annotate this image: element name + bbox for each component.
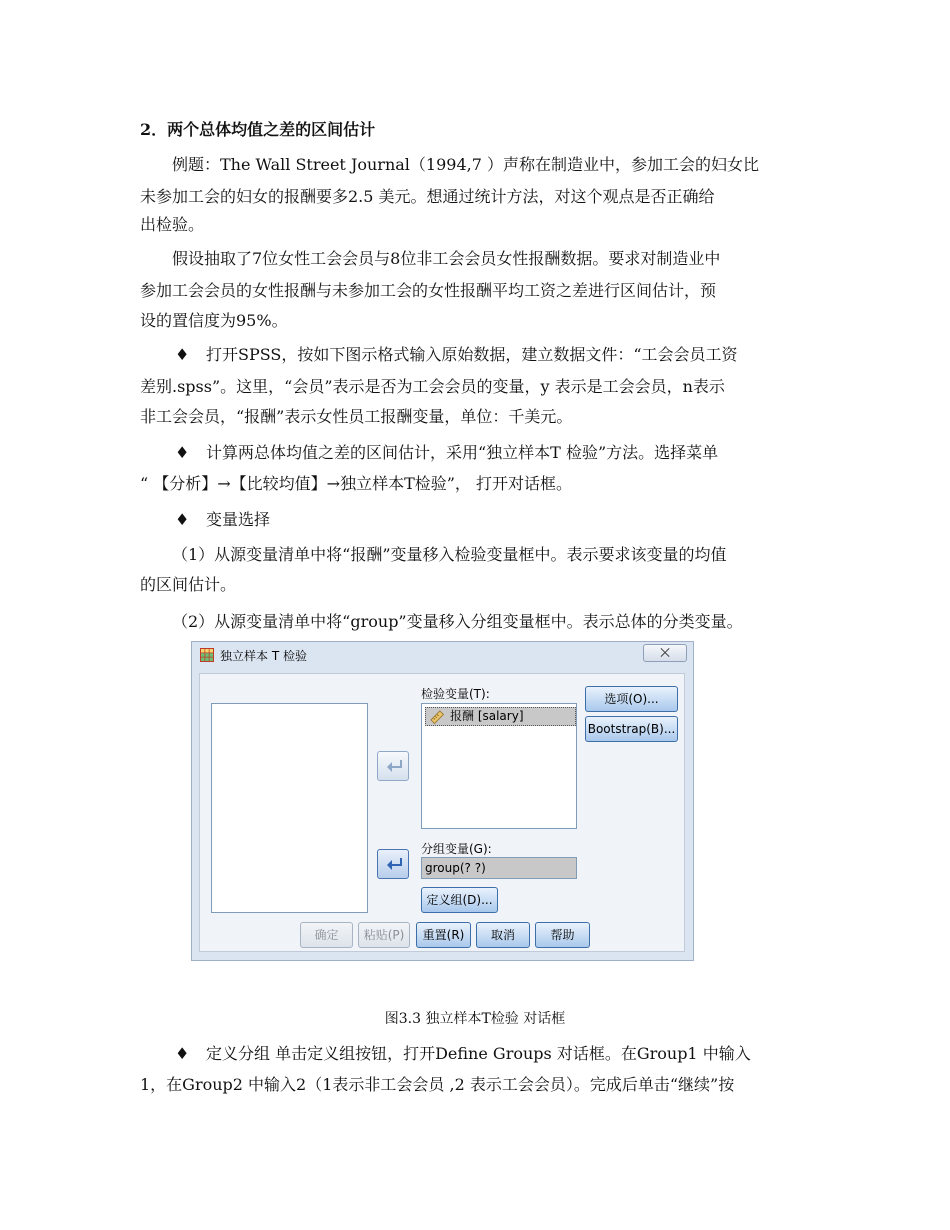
- move-to-group-button[interactable]: [377, 849, 409, 879]
- paragraph-line: “ 【分析】→【比较均值】→独立样本T检验”， 打开对话框。: [140, 474, 573, 493]
- source-variable-list[interactable]: [211, 703, 368, 913]
- test-variable-label: 检验变量(T):: [421, 687, 490, 701]
- paragraph-line: 非工会会员，“报酬”表示女性员工报酬变量，单位：千美元。: [140, 407, 573, 426]
- options-button[interactable]: 选项(O)...: [585, 686, 678, 712]
- dialog-client-area: [199, 673, 685, 952]
- paragraph-line: 出检验。: [140, 215, 205, 234]
- bullet-icon: ♦: [175, 510, 190, 529]
- ok-button[interactable]: 确定: [300, 922, 353, 948]
- bullet-icon: ♦: [175, 443, 190, 462]
- bullet-icon: ♦: [175, 345, 190, 364]
- dialog-titlebar: [192, 642, 693, 666]
- paragraph-line: 1，在Group2 中输入2（1表示非工会会员 ,2 表示工会会员）。完成后单击“继续”按: [140, 1075, 735, 1094]
- paragraph-line: 定义分组 单击定义组按钮，打开Define Groups 对话框。在Group1 中输入: [206, 1044, 751, 1063]
- arrow-return-icon: [385, 758, 403, 774]
- paragraph-line: 打开SPSS，按如下图示格式输入原始数据，建立数据文件：“工会会员工资: [206, 345, 738, 364]
- close-button[interactable]: [643, 644, 687, 662]
- spss-grid-icon: [200, 648, 214, 662]
- paragraph-line: 差别.spss”。这里，“会员”表示是否为工会会员的变量，y 表示是工会会员，n表示: [140, 377, 725, 396]
- list-item[interactable]: [425, 707, 576, 726]
- paragraph-line: （1）从源变量清单中将“报酬”变量移入检验变量框中。表示要求该变量的均值: [172, 545, 727, 564]
- paragraph-line: 例题：The Wall Street Journal（1994,7 ）声称在制造业中，参加工会的妇女比: [172, 155, 759, 174]
- paragraph-line: 未参加工会的妇女的报酬要多2.5 美元。想通过统计方法，对这个观点是否正确给: [140, 187, 715, 206]
- paragraph-line: 变量选择: [206, 510, 271, 529]
- section-heading: 2．两个总体均值之差的区间估计: [140, 120, 376, 139]
- test-variable-item-label: 报酬 [salary]: [450, 709, 524, 723]
- independent-samples-t-test-dialog: [191, 641, 694, 961]
- paragraph-line: 假设抽取了7位女性工会会员与8位非工会会员女性报酬数据。要求对制造业中: [172, 249, 721, 268]
- bullet-icon: ♦: [175, 1044, 190, 1063]
- paste-button[interactable]: 粘贴(P): [358, 922, 410, 948]
- paragraph-line: 参加工会会员的女性报酬与未参加工会的女性报酬平均工资之差进行区间估计，预: [140, 281, 717, 300]
- cancel-button[interactable]: 取消: [476, 922, 530, 948]
- help-button[interactable]: 帮助: [535, 922, 590, 948]
- move-to-test-button[interactable]: [377, 751, 409, 781]
- test-variable-list[interactable]: [421, 703, 577, 829]
- group-variable-field[interactable]: group(? ?): [421, 857, 577, 879]
- paragraph-line: （2）从源变量清单中将“group”变量移入分组变量框中。表示总体的分类变量。: [172, 612, 743, 631]
- close-icon: ⨉: [660, 646, 670, 660]
- paragraph-line: 设的置信度为95%。: [140, 311, 288, 330]
- ruler-scale-icon: [430, 710, 446, 724]
- bootstrap-button[interactable]: Bootstrap(B)...: [585, 716, 678, 742]
- paragraph-line: 的区间估计。: [140, 575, 237, 594]
- reset-button[interactable]: 重置(R): [416, 922, 471, 948]
- define-groups-button[interactable]: 定义组(D)...: [421, 887, 498, 913]
- dialog-title: 独立样本 T 检验: [220, 649, 307, 663]
- figure-caption: 图3.3 独立样本T检验 对话框: [384, 1011, 566, 1027]
- paragraph-line: 计算两总体均值之差的区间估计，采用“独立样本T 检验”方法。选择菜单: [206, 443, 719, 462]
- group-variable-label: 分组变量(G):: [421, 842, 492, 856]
- arrow-return-icon: [385, 856, 403, 872]
